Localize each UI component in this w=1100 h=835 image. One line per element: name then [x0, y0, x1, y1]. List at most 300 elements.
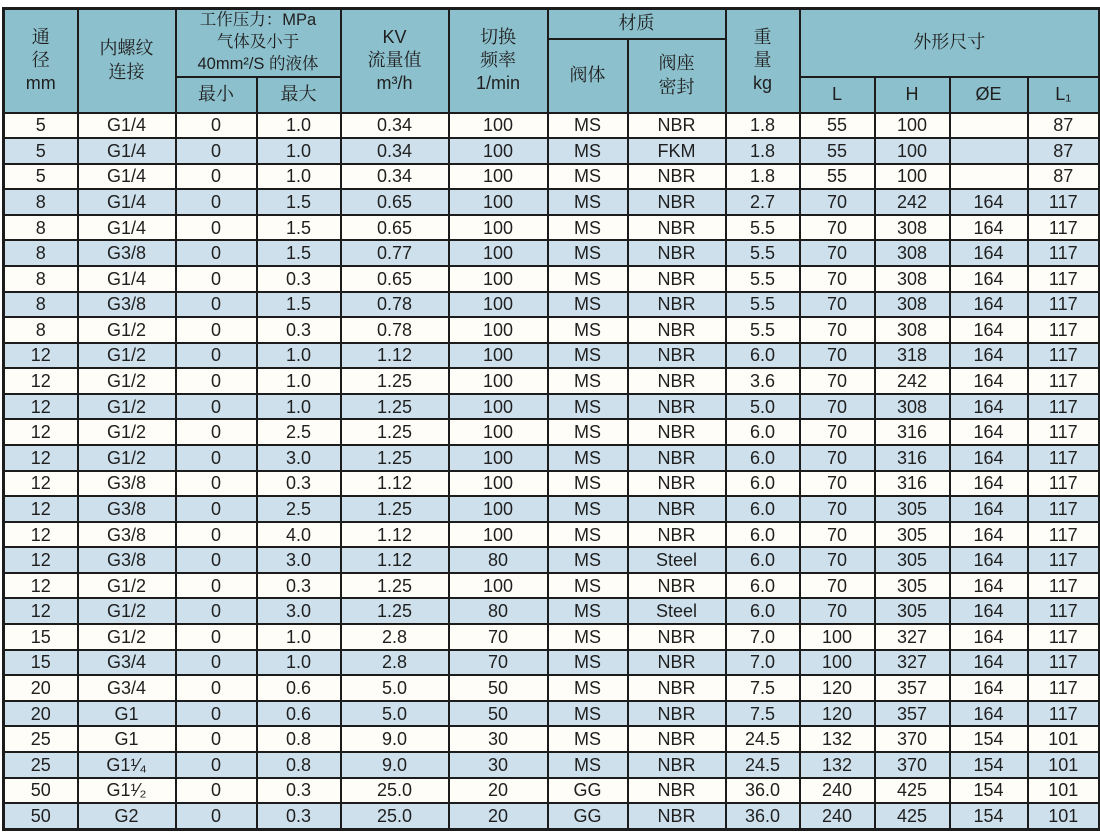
table-cell: 12	[4, 368, 78, 394]
table-row	[4, 113, 1100, 139]
table-cell: 55	[800, 164, 875, 190]
table-cell: 117	[1028, 317, 1100, 343]
table-cell: 1.0	[257, 138, 341, 164]
table-cell: 15	[4, 624, 78, 650]
table-cell: 0.78	[341, 317, 449, 343]
table-cell: 6.0	[726, 573, 800, 599]
table-cell: 0	[176, 650, 257, 676]
table-cell: MS	[548, 726, 628, 752]
table-row	[4, 650, 1100, 676]
table-cell: G2	[78, 803, 176, 829]
table-cell: 12	[4, 496, 78, 522]
kv-unit: m³/h	[376, 73, 413, 94]
table-cell: 100	[875, 138, 950, 164]
table-cell: 100	[875, 113, 950, 139]
table-row	[4, 189, 1100, 215]
table-cell: G3/8	[78, 496, 176, 522]
table-cell: 70	[800, 240, 875, 266]
table-cell: 0.3	[257, 778, 341, 804]
table-cell: MS	[548, 113, 628, 139]
table-cell: 1.0	[257, 624, 341, 650]
table-cell: NBR	[628, 419, 726, 445]
table-cell: 70	[800, 598, 875, 624]
table-cell: 100	[449, 164, 548, 190]
table-cell: 30	[449, 752, 548, 778]
table-cell: 24.5	[726, 726, 800, 752]
table-cell: NBR	[628, 215, 726, 241]
table-cell	[950, 138, 1028, 164]
table-cell: NBR	[628, 240, 726, 266]
table-cell: 5	[4, 164, 78, 190]
table-cell: 1.0	[257, 368, 341, 394]
table-cell: 70	[449, 624, 548, 650]
table-cell: 100	[449, 522, 548, 548]
table-cell: 425	[875, 803, 950, 829]
table-cell: 70	[800, 215, 875, 241]
table-cell: 100	[449, 138, 548, 164]
table-cell: G3/4	[78, 650, 176, 676]
table-cell: 6.0	[726, 343, 800, 369]
table-cell: 0	[176, 394, 257, 420]
table-cell: 0	[176, 445, 257, 471]
table-cell: 0	[176, 496, 257, 522]
table-cell: G1/2	[78, 598, 176, 624]
table-cell: 100	[449, 292, 548, 318]
table-cell: 6.0	[726, 522, 800, 548]
col-header-working-pressure	[176, 9, 341, 77]
table-cell: 0.65	[341, 189, 449, 215]
table-cell: 0.3	[257, 317, 341, 343]
table-cell: NBR	[628, 368, 726, 394]
table-cell: 2.5	[257, 419, 341, 445]
table-cell: 55	[800, 138, 875, 164]
table-cell: NBR	[628, 317, 726, 343]
table-cell: 425	[875, 778, 950, 804]
table-cell: 8	[4, 266, 78, 292]
table-cell: 0	[176, 419, 257, 445]
table-cell: 12	[4, 419, 78, 445]
table-cell: NBR	[628, 445, 726, 471]
table-cell: MS	[548, 394, 628, 420]
table-cell: G1/2	[78, 624, 176, 650]
table-cell: 0.65	[341, 266, 449, 292]
table-cell: 70	[800, 394, 875, 420]
table-cell: 0	[176, 317, 257, 343]
table-cell: GG	[548, 778, 628, 804]
table-cell: 1.0	[257, 343, 341, 369]
table-cell: 117	[1028, 624, 1100, 650]
table-row	[4, 803, 1100, 829]
table-cell: 24.5	[726, 752, 800, 778]
table-cell: G1/2	[78, 419, 176, 445]
table-cell: 70	[800, 189, 875, 215]
col-header-dim-e: ØE	[950, 77, 1028, 113]
table-cell: MS	[548, 650, 628, 676]
table-cell: 117	[1028, 496, 1100, 522]
table-cell: 117	[1028, 675, 1100, 701]
table-cell: NBR	[628, 803, 726, 829]
table-cell: 20	[4, 701, 78, 727]
table-cell: 12	[4, 471, 78, 497]
table-cell: MS	[548, 573, 628, 599]
table-cell: 0	[176, 138, 257, 164]
table-cell: 12	[4, 445, 78, 471]
table-cell: NBR	[628, 292, 726, 318]
table-cell: 1.8	[726, 164, 800, 190]
kv-label-line: 流量值	[367, 50, 422, 71]
table-cell: 5.5	[726, 292, 800, 318]
table-cell: 0	[176, 701, 257, 727]
table-cell: 0.8	[257, 726, 341, 752]
table-cell: NBR	[628, 471, 726, 497]
table-cell: 164	[950, 650, 1028, 676]
col-header-dim-l1: L₁	[1028, 77, 1100, 113]
table-row	[4, 547, 1100, 573]
table-row	[4, 675, 1100, 701]
table-cell: 316	[875, 471, 950, 497]
table-cell: G1¹⁄₂	[78, 778, 176, 804]
table-cell: 15	[4, 650, 78, 676]
table-cell: 1.5	[257, 292, 341, 318]
table-cell: 25.0	[341, 803, 449, 829]
table-cell: MS	[548, 368, 628, 394]
table-cell: 0	[176, 598, 257, 624]
table-cell: 5.5	[726, 266, 800, 292]
table-cell: 327	[875, 624, 950, 650]
table-cell: 1.25	[341, 368, 449, 394]
table-cell: 30	[449, 726, 548, 752]
table-cell: 164	[950, 292, 1028, 318]
table-cell: MS	[548, 547, 628, 573]
table-cell: 357	[875, 701, 950, 727]
table-cell: MS	[548, 598, 628, 624]
table-cell: 117	[1028, 701, 1100, 727]
table-cell: 0	[176, 215, 257, 241]
table-cell: 25	[4, 752, 78, 778]
table-cell: 100	[875, 164, 950, 190]
table-cell: 8	[4, 240, 78, 266]
table-cell: 50	[4, 778, 78, 804]
table-cell: 1.25	[341, 496, 449, 522]
table-cell: 8	[4, 189, 78, 215]
table-cell: 0	[176, 803, 257, 829]
table-cell: 20	[4, 675, 78, 701]
table-cell: MS	[548, 522, 628, 548]
table-row	[4, 598, 1100, 624]
table-cell: 117	[1028, 650, 1100, 676]
col-header-thread	[78, 9, 176, 113]
table-cell: 117	[1028, 368, 1100, 394]
table-cell: 327	[875, 650, 950, 676]
table-cell: 5.0	[341, 675, 449, 701]
table-cell: 164	[950, 598, 1028, 624]
table-cell: NBR	[628, 266, 726, 292]
table-cell: 36.0	[726, 803, 800, 829]
table-cell: G3/8	[78, 292, 176, 318]
table-cell: 100	[449, 189, 548, 215]
table-cell: 242	[875, 368, 950, 394]
table-cell: 100	[449, 368, 548, 394]
table-cell: 70	[800, 292, 875, 318]
table-cell: 7.5	[726, 701, 800, 727]
kv-label-line: KV	[382, 26, 407, 47]
table-cell: 50	[4, 803, 78, 829]
table-cell: 101	[1028, 752, 1100, 778]
table-row	[4, 343, 1100, 369]
table-cell: 308	[875, 292, 950, 318]
table-cell: 117	[1028, 343, 1100, 369]
col-header-dim-h: H	[875, 77, 950, 113]
table-cell: 87	[1028, 138, 1100, 164]
table-cell: 100	[449, 445, 548, 471]
table-cell	[950, 113, 1028, 139]
table-row	[4, 701, 1100, 727]
table-cell: 7.0	[726, 650, 800, 676]
table-cell: 70	[449, 650, 548, 676]
material-label: 材质	[618, 13, 655, 34]
table-cell: 0.77	[341, 240, 449, 266]
table-cell: 308	[875, 394, 950, 420]
table-cell: GG	[548, 803, 628, 829]
table-cell: G1/4	[78, 164, 176, 190]
table-cell: MS	[548, 215, 628, 241]
table-cell: 1.8	[726, 138, 800, 164]
table-cell: 0.3	[257, 266, 341, 292]
table-cell: G3/8	[78, 547, 176, 573]
table-cell: 70	[800, 419, 875, 445]
table-cell: 5.5	[726, 240, 800, 266]
table-cell	[950, 164, 1028, 190]
table-cell: 117	[1028, 292, 1100, 318]
seat-seal-label-line: 密封	[658, 76, 695, 97]
table-cell: 305	[875, 496, 950, 522]
table-cell: MS	[548, 292, 628, 318]
table-row	[4, 419, 1100, 445]
table-cell: G3/4	[78, 675, 176, 701]
table-cell: 164	[950, 317, 1028, 343]
table-cell: 0	[176, 164, 257, 190]
table-row	[4, 471, 1100, 497]
table-cell: 132	[800, 726, 875, 752]
table-cell: 117	[1028, 471, 1100, 497]
table-cell: 100	[449, 394, 548, 420]
table-cell: G1/4	[78, 138, 176, 164]
table-cell: MS	[548, 317, 628, 343]
table-cell: 164	[950, 189, 1028, 215]
table-cell: MS	[548, 624, 628, 650]
table-cell: 1.25	[341, 573, 449, 599]
table-cell: 70	[800, 343, 875, 369]
table-cell: 100	[449, 343, 548, 369]
table-cell: 0	[176, 573, 257, 599]
table-cell: NBR	[628, 624, 726, 650]
table-cell: G3/8	[78, 522, 176, 548]
table-cell: 9.0	[341, 726, 449, 752]
pressure-title-line: 工作压力：MPa	[199, 11, 317, 30]
table-cell: 1.25	[341, 598, 449, 624]
col-header-kv-flow	[341, 9, 449, 113]
table-cell: 12	[4, 394, 78, 420]
table-cell: MS	[548, 496, 628, 522]
col-header-weight	[726, 9, 800, 113]
table-cell: 0	[176, 675, 257, 701]
table-cell: G1/4	[78, 215, 176, 241]
table-cell: 318	[875, 343, 950, 369]
table-cell: 117	[1028, 522, 1100, 548]
table-cell: 305	[875, 573, 950, 599]
table-cell: 101	[1028, 803, 1100, 829]
table-cell: 0	[176, 113, 257, 139]
table-cell: 2.8	[341, 650, 449, 676]
table-cell: 100	[449, 266, 548, 292]
table-cell: 101	[1028, 726, 1100, 752]
table-cell: 87	[1028, 164, 1100, 190]
table-cell: 164	[950, 240, 1028, 266]
table-cell: 0	[176, 752, 257, 778]
table-cell: 7.0	[726, 624, 800, 650]
table-cell: NBR	[628, 496, 726, 522]
table-cell: G1/4	[78, 266, 176, 292]
table-cell: 1.5	[257, 240, 341, 266]
table-cell: 164	[950, 675, 1028, 701]
table-cell: 1.5	[257, 215, 341, 241]
table-row	[4, 624, 1100, 650]
table-cell: 20	[449, 778, 548, 804]
table-cell: 308	[875, 240, 950, 266]
frequency-label-line: 切换	[480, 26, 517, 47]
table-cell: 1.8	[726, 113, 800, 139]
table-cell: NBR	[628, 394, 726, 420]
table-cell: 5.0	[341, 701, 449, 727]
table-row	[4, 292, 1100, 318]
table-header	[4, 9, 1100, 113]
table-cell: NBR	[628, 164, 726, 190]
weight-label-line: 量	[753, 50, 772, 71]
table-cell: 308	[875, 266, 950, 292]
table-cell: 100	[449, 317, 548, 343]
table-cell: 117	[1028, 445, 1100, 471]
table-cell: 3.0	[257, 547, 341, 573]
table-cell: G1/2	[78, 445, 176, 471]
table-cell: G1/4	[78, 113, 176, 139]
table-cell: MS	[548, 343, 628, 369]
table-cell: 55	[800, 113, 875, 139]
table-cell: 0	[176, 343, 257, 369]
table-row	[4, 726, 1100, 752]
col-header-pressure-max: 最大	[257, 77, 341, 113]
table-cell: 1.12	[341, 547, 449, 573]
table-cell: 6.0	[726, 419, 800, 445]
table-cell: 2.5	[257, 496, 341, 522]
table-cell: 164	[950, 547, 1028, 573]
table-cell: 70	[800, 317, 875, 343]
table-cell: 6.0	[726, 496, 800, 522]
table-cell: 70	[800, 266, 875, 292]
table-cell: 1.12	[341, 343, 449, 369]
table-cell: 1.25	[341, 419, 449, 445]
table-cell: MS	[548, 240, 628, 266]
table-cell: 117	[1028, 394, 1100, 420]
table-cell: 164	[950, 445, 1028, 471]
table-cell: 1.12	[341, 522, 449, 548]
table-cell: 305	[875, 547, 950, 573]
table-cell: 70	[800, 368, 875, 394]
table-cell: 0.65	[341, 215, 449, 241]
table-cell: 0.34	[341, 138, 449, 164]
table-cell: 6.0	[726, 598, 800, 624]
thread-label-line: 内螺纹	[99, 38, 154, 59]
table-cell: 240	[800, 778, 875, 804]
weight-unit: kg	[753, 73, 773, 94]
table-cell: 3.0	[257, 445, 341, 471]
table-cell: 117	[1028, 240, 1100, 266]
table-cell: G1/2	[78, 368, 176, 394]
table-cell: 240	[800, 803, 875, 829]
table-cell: 117	[1028, 215, 1100, 241]
table-row	[4, 522, 1100, 548]
table-cell: 164	[950, 419, 1028, 445]
table-cell: 164	[950, 471, 1028, 497]
frequency-unit: 1/min	[476, 73, 521, 94]
table-cell: 316	[875, 419, 950, 445]
table-cell: 117	[1028, 573, 1100, 599]
table-cell: 6.0	[726, 471, 800, 497]
col-header-valve-body	[548, 39, 628, 113]
table-cell: 164	[950, 496, 1028, 522]
table-cell: G1	[78, 701, 176, 727]
table-cell: 6.0	[726, 547, 800, 573]
table-cell: 80	[449, 598, 548, 624]
col-header-dim-l: L	[800, 77, 875, 113]
table-cell: 0	[176, 624, 257, 650]
col-header-switching-frequency	[449, 9, 548, 113]
table-cell: 1.0	[257, 113, 341, 139]
col-header-diameter	[4, 9, 78, 113]
table-cell: 117	[1028, 266, 1100, 292]
table-cell: 0.34	[341, 113, 449, 139]
weight-label-line: 重	[753, 26, 772, 47]
table-cell: 87	[1028, 113, 1100, 139]
table-cell: Steel	[628, 547, 726, 573]
table-cell: 70	[800, 522, 875, 548]
table-row	[4, 573, 1100, 599]
table-cell: 164	[950, 215, 1028, 241]
table-cell: 117	[1028, 189, 1100, 215]
table-cell: 5.0	[726, 394, 800, 420]
dimensions-label: 外形尺寸	[913, 32, 986, 53]
table-cell: 100	[800, 650, 875, 676]
table-cell: 0	[176, 292, 257, 318]
table-row	[4, 138, 1100, 164]
table-cell: MS	[548, 445, 628, 471]
table-cell: 305	[875, 598, 950, 624]
table-cell: 100	[449, 496, 548, 522]
table-cell: 0.3	[257, 471, 341, 497]
table-cell: 0	[176, 547, 257, 573]
table-cell: 308	[875, 317, 950, 343]
table-cell: 0	[176, 471, 257, 497]
table-cell: 100	[449, 113, 548, 139]
table-row	[4, 240, 1100, 266]
table-cell: 154	[950, 778, 1028, 804]
table-cell: 50	[449, 675, 548, 701]
table-cell: 70	[800, 547, 875, 573]
table-cell: G1/2	[78, 573, 176, 599]
table-cell: 101	[1028, 778, 1100, 804]
table-body	[4, 113, 1100, 830]
table-cell: 164	[950, 394, 1028, 420]
table-cell: 357	[875, 675, 950, 701]
